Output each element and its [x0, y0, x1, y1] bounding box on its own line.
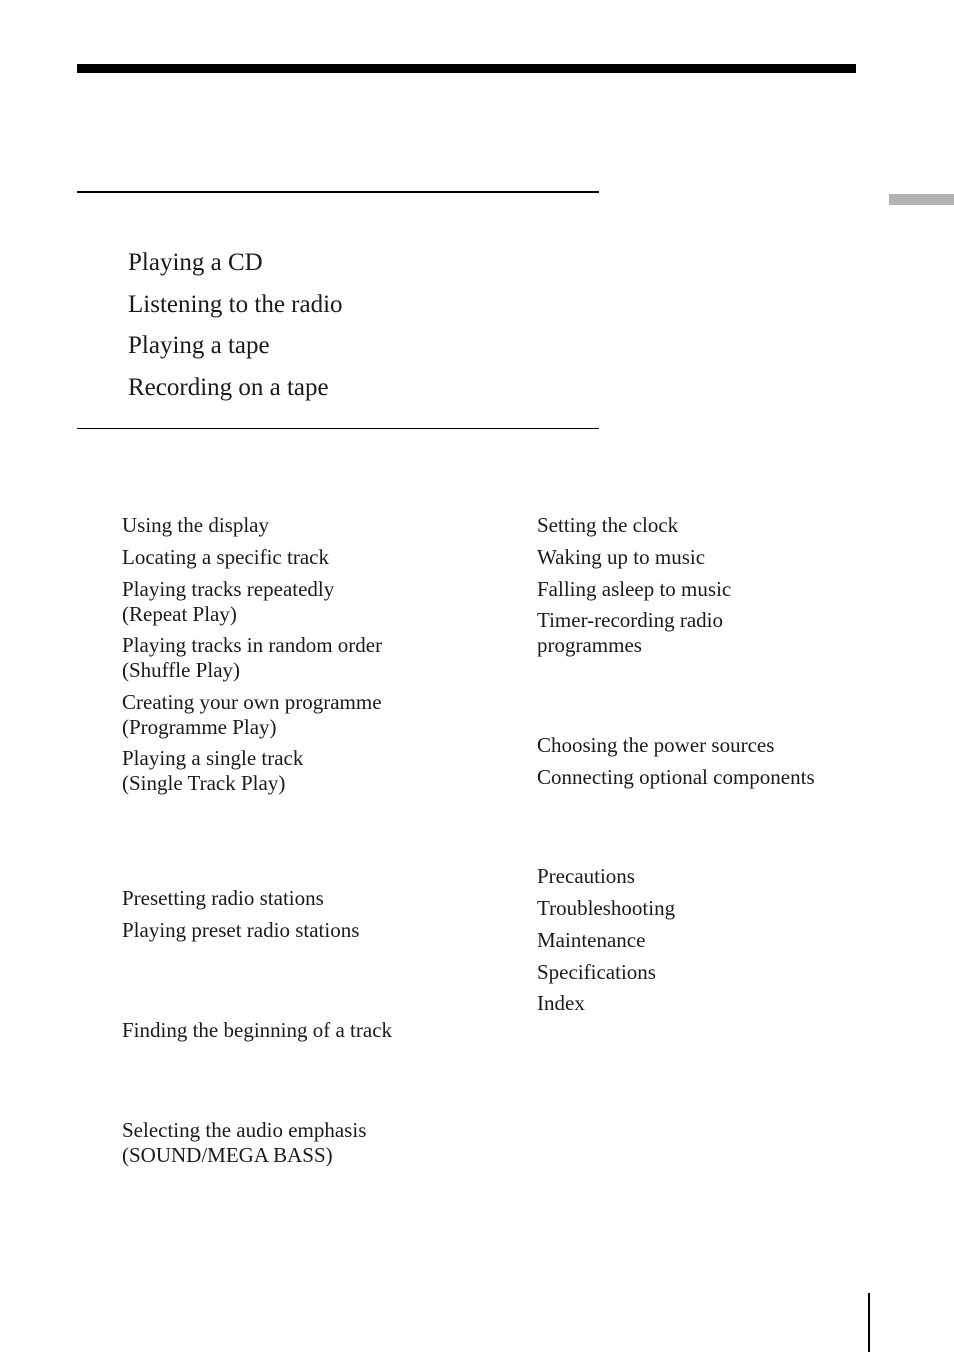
page-edge-marker	[868, 1293, 870, 1352]
upper-rule	[77, 191, 599, 193]
toc-entry[interactable]: Creating your own programme (Programme Play)	[122, 690, 382, 739]
toc-entry[interactable]: Locating a specific track	[122, 545, 329, 569]
toc-entry[interactable]: Finding the beginning of a track	[122, 1018, 393, 1042]
toc-entry[interactable]: Precautions	[537, 864, 635, 888]
toc-entry[interactable]: Setting the clock	[537, 513, 679, 537]
toc-entry[interactable]: Falling asleep to music	[537, 577, 732, 601]
main-section-item[interactable]: Listening to the radio	[128, 290, 343, 318]
main-section-item[interactable]: Playing a tape	[128, 332, 270, 359]
toc-entry[interactable]: Playing tracks repeatedly (Repeat Play)	[122, 577, 335, 626]
toc-entry[interactable]: Maintenance	[537, 928, 646, 952]
toc-entry[interactable]: Presetting radio stations	[122, 886, 324, 910]
lower-rule	[77, 428, 599, 429]
toc-entry[interactable]: Connecting optional components	[537, 765, 815, 789]
main-sections-list	[128, 242, 343, 408]
section-side-tab	[889, 194, 954, 205]
toc-entry[interactable]: Troubleshooting	[537, 896, 676, 920]
main-section-item[interactable]: Playing a CD	[128, 249, 263, 276]
toc-entry[interactable]: Timer-recording radio programmes	[537, 608, 724, 657]
toc-entry[interactable]: Selecting the audio emphasis (SOUND/MEGA BASS)	[122, 1118, 367, 1167]
toc-entry[interactable]: Waking up to music	[537, 545, 706, 569]
toc-entry[interactable]: Using the display	[122, 513, 269, 537]
toc-entry[interactable]: Playing a single track (Single Track Play)	[122, 746, 304, 795]
main-section-item[interactable]: Recording on a tape	[128, 373, 329, 401]
toc-entry[interactable]: Specifications	[537, 960, 656, 984]
toc-entry[interactable]: Playing preset radio stations	[122, 918, 360, 942]
toc-entry[interactable]: Index	[537, 991, 585, 1015]
toc-entry[interactable]: Choosing the power sources	[537, 733, 775, 757]
top-header-bar	[77, 64, 856, 73]
toc-entry[interactable]: Playing tracks in random order (Shuffle Play)	[122, 633, 383, 682]
